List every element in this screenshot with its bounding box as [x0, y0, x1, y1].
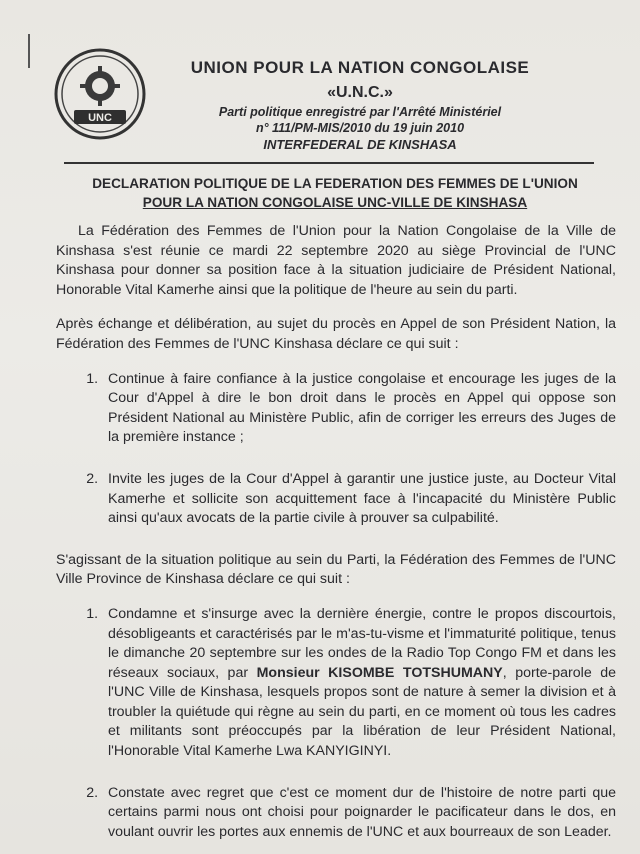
document-title — [70, 174, 600, 212]
appeal-list — [56, 370, 616, 529]
list-item: 1. Continue à faire confiance à la justice congolaise et encourage les juges de la Cour d'Appel à dire le bon droit dans le procès en Appel qui oppose son Président National au Ministère Public, afin de corriger les erreurs des Juges de la première instance ; — [102, 370, 616, 448]
interfederal-label: INTERFEDERAL DE KINSHASA — [263, 137, 457, 152]
registration-line-2: n° 111/PM-MIS/2010 du 19 juin 2010 — [255, 121, 465, 135]
item-text: Condamne et s'insurge avec la dernière énergie, contre le propos discourtois, désobligeants et caractérisés par le m'as-tu-visme et l'immaturité politique, tenus le dimanche 20 septembre sur les ondes de la Radio Top Congo FM et dans les réseaux sociaux, par — [108, 605, 616, 681]
list-item — [102, 605, 616, 762]
politics-paragraph: S'agissant de la situation politique au sein du Parti, la Fédération des Femmes de l'UNC Ville Province de Kinshasa déclare ce qui suit : — [56, 551, 616, 588]
item-bold-name: Monsieur KISOMBE TOTSHUMANY — [256, 664, 503, 681]
org-abbreviation: «U.N.C.» — [327, 84, 393, 101]
document-body — [56, 222, 616, 854]
unc-logo — [52, 46, 148, 142]
deliberation-paragraph: Après échange et délibération, au sujet du procès en Appel de son Président Nation, la Fédération des Femmes de l'UNC Kinshasa déclare ce qui suit : — [56, 316, 616, 352]
letterhead — [150, 58, 570, 154]
title-line-1: DECLARATION POLITIQUE DE LA FEDERATION DES FEMMES DE L'UNION — [92, 176, 578, 191]
politics-list — [56, 605, 616, 843]
title-line-2: POUR LA NATION CONGOLAISE UNC-VILLE DE KINSHASA — [142, 195, 528, 210]
list-item: 2. Invite les juges de la Cour d'Appel à garantir une justice juste, au Docteur Vital Kamerhe et sollicite son acquittement face à l'incapacité du Ministère Public ainsi qu'aux avocats de la partie civile à prouver sa culpabilité. — [102, 470, 616, 529]
logo-text: UNC — [88, 112, 112, 124]
org-name: UNION POUR LA NATION CONGOLAISE — [190, 58, 530, 77]
intro-paragraph: La Fédération des Femmes de l'Union pour la Nation Congolaise de la Ville de Kinshasa s'est réunie ce mardi 22 septembre 2020 au siège Provincial de l'UNC Kinshasa pour donner sa position face à la situation judiciaire de Président National, Honorable Vital Kamerhe ainsi que la politique de l'heure au sein du parti. — [56, 223, 616, 298]
list-item: 2. Constate avec regret que c'est ce moment dur de l'histoire de notre parti que certains parmi nous ont choisi pour poignarder le pacificateur dans le dos, en voulant ouvrir les portes aux ennemis de l'UNC et aux bourreaux de son Leader. — [102, 784, 616, 843]
registration-line-1: Parti politique enregistré par l'Arrêté Ministériel — [218, 105, 502, 119]
margin-pen-mark — [28, 34, 30, 68]
header-divider — [64, 162, 594, 164]
item-text: , porte-parole de l'UNC Ville de Kinshasa, lesquels propos sont de nature à semer la division et à troubler la quiétude qui règne au sein du parti, en ce moment où tous les cadres et militants sont préoccupés par la libération de leur Président National, l'Honorable Vital Kamerhe Lwa KANYIGINYI. — [108, 664, 617, 760]
